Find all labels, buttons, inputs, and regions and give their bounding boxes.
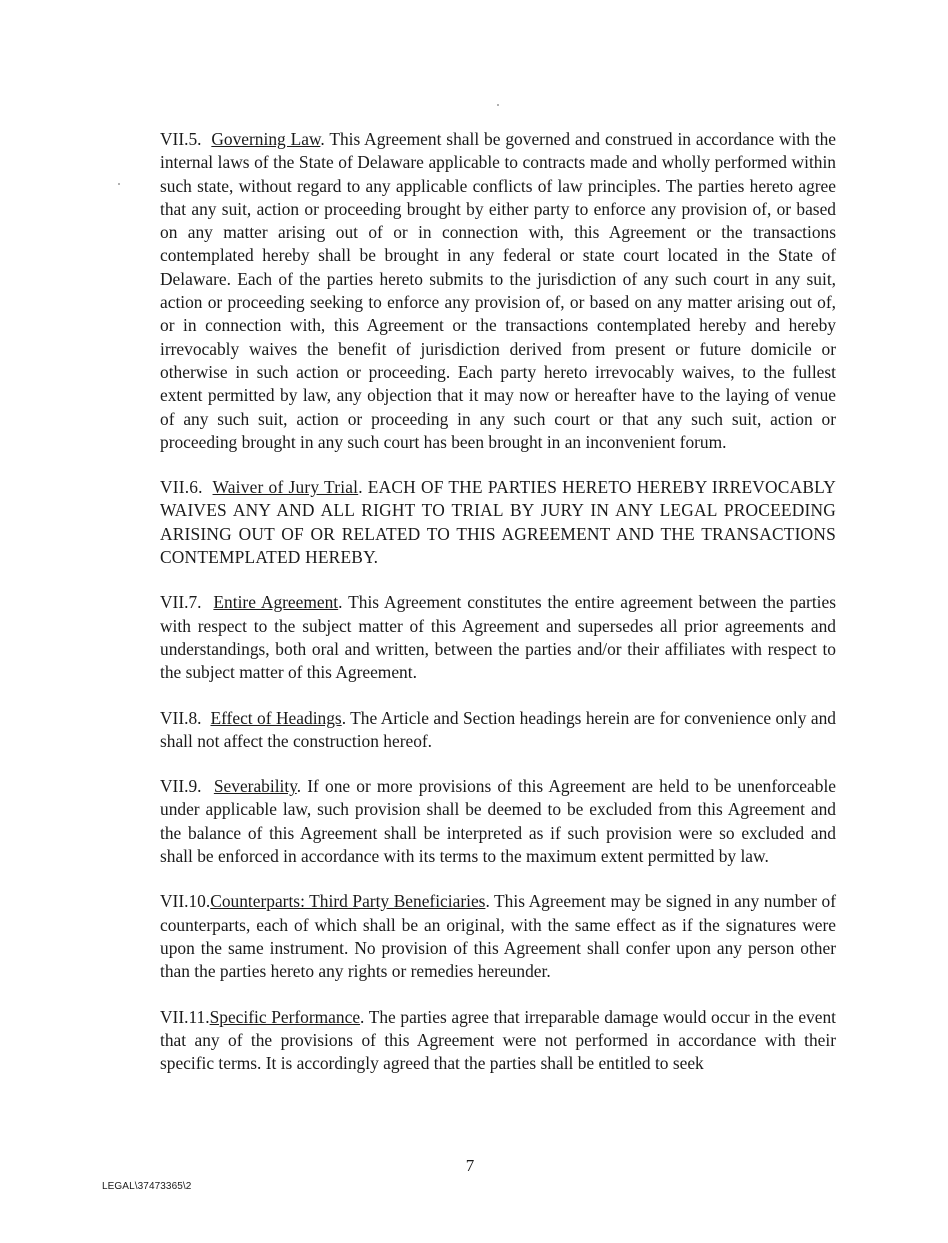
section-text: . This Agreement may be signed in any number of counterparts, each of which shall be an original, with the same effect as if the signatures were upon the same instrument. No provision of this Agreement shall confer upon any person other than the parties hereto any rights or remedies hereunder. [160,891,836,982]
scan-speck [497,104,499,106]
section-waiver-of-jury-trial [160,476,836,569]
section-severability [160,775,836,868]
section-text: . If one or more provisions of this Agreement are held to be unenforceable under applicable law, such provision shall be deemed to be excluded from this Agreement and the balance of this Agreement shall be interpreted as if such provision were so excluded and shall be enforced in accordance with its terms to the maximum extent permitted by law. [160,776,836,867]
section-text: . The parties agree that irreparable damage would occur in the event that any of the provisions of this Agreement were not performed in accordance with their specific terms. It is accordingly agreed that the parties shall be entitled to seek [160,1006,836,1074]
section-specific-performance [160,1006,836,1076]
section-text: . EACH OF THE PARTIES HERETO HEREBY IRREVOCABLY WAIVES ANY AND ALL RIGHT TO TRIAL BY JURY IN ANY LEGAL PROCEEDING ARISING OUT OF OR RELATED TO THIS AGREEMENT AND THE TRANSACTIONS CONTEMPLATED HEREBY. [160,477,836,568]
document-body [160,128,836,1097]
section-number: VII.10. [160,891,211,912]
section-counterparts [160,890,836,983]
page-number: 7 [465,1156,475,1175]
section-text: . The Article and Section headings herein are for convenience only and shall not affect the construction hereof. [160,707,836,751]
section-title: Specific Performance [209,1006,361,1027]
section-title: Governing Law [211,129,321,149]
section-number: VII.7. [160,592,202,613]
section-governing-law [160,128,836,454]
section-number: VII.5. [160,129,202,149]
section-title: Severability [213,776,297,797]
section-title: Entire Agreement [213,592,339,613]
section-text: . This Agreement shall be governed and construed in accordance with the internal laws of the State of Delaware applicable to contracts made and wholly performed within such state, without regard to any applicable conflicts of law principles. The parties hereto agree that any suit, action or proceeding brought by either party to enforce any provision of, or based on any matter arising out of or in connection with, this Agreement or the transactions contemplated hereby shall be brought in any federal or state court located in the State of Delaware. Each of the parties hereto submits to the jurisdiction of any such court in any suit, action or proceeding seeking to enforce any provision of, or based on any matter arising out of, or in connection with, this Agreement or the transactions contemplated hereby and hereby irrevocably waives the benefit of jurisdiction derived from present or future domicile or otherwise in such action or proceeding. Each party hereto irrevocably waives, to the fullest extent permitted by law, any objection that it may now or hereafter have to the laying of venue of any such suit, action or proceeding in any such court or that any such suit, action or proceeding brought in any such court has been brought in an inconvenient forum. [160,129,837,452]
section-text: . This Agreement constitutes the entire agreement between the parties with respect to the subject matter of this Agreement and supersedes all prior agreements and understandings, both oral and written, between the parties and/or their affiliates with respect to the subject matter of this Agreement. [160,592,836,683]
scan-speck [118,183,120,185]
section-number: VII.11. [160,1006,210,1027]
section-title: Effect of Headings [210,707,342,728]
section-number: VII.8. [160,707,202,728]
section-effect-of-headings [160,707,836,754]
section-number: VII.6. [160,477,203,498]
section-number: VII.9. [160,776,202,797]
section-title: Waiver of Jury Trial [212,477,359,498]
document-id: LEGAL\37473365\2 [102,1181,192,1192]
section-title: Counterparts: Third Party Beneficiaries [210,891,486,912]
section-entire-agreement [160,591,836,684]
